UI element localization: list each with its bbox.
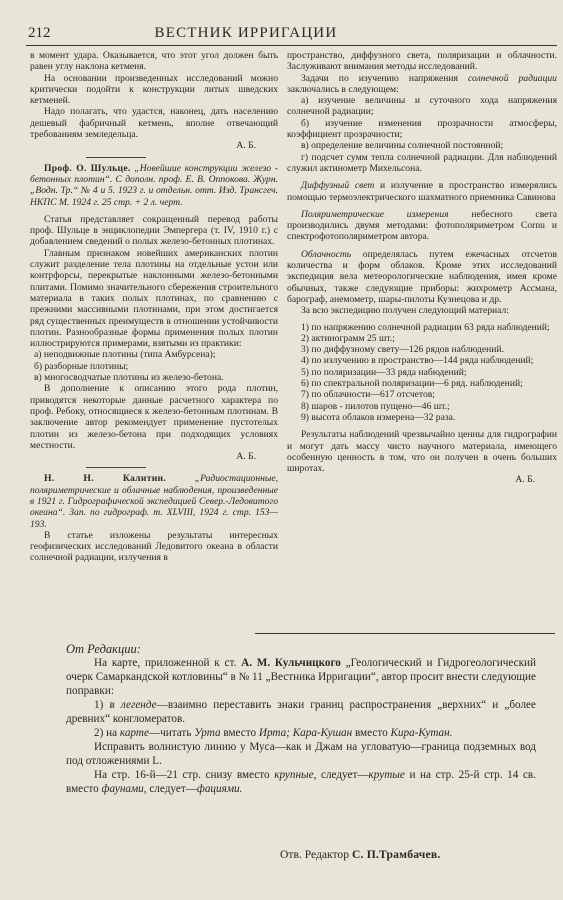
text-span: , следует— [143, 783, 197, 795]
list-item: 1) по напряжению солнечной радиации 63 ряда наблюдений; [301, 321, 550, 333]
emphasis: фаунами [101, 783, 144, 795]
right-paragraph [287, 249, 557, 305]
text-span: —взаимно переставить знаки границ распространения „верхних“ и „более древних“ конгломератов. [66, 699, 536, 725]
text-span: , следует— [313, 769, 369, 781]
emphasis: Облачность [301, 248, 352, 260]
right-paragraph: Результаты наблюдений чрезвычайно ценны для гидрографии и могут дать массу чисто научного материала, имеющего особенную ценность в том, что он получен в очень больших широтах. [287, 429, 557, 475]
editor-role: Отв. Редактор [280, 848, 352, 861]
review-signature: А. Б. [236, 140, 256, 152]
section-separator [86, 467, 146, 468]
editorial-paragraph [66, 656, 536, 698]
editorial-paragraph [66, 726, 536, 740]
section-separator [86, 157, 146, 158]
left-paragraph: На основании произведенных исследований можно критически подойти к конструкции литых шведских кетменей. [30, 72, 278, 107]
editor-name: С. П.Трамбачев. [351, 848, 441, 861]
editorial-note [66, 642, 536, 796]
review-title: „Новейшие конструкции железо - бетонных плотин“. С дополн. проф. Е. В. Оппокова. Журн. „Водн. Тр.“ № 4 и 5. 1923 г. и отдельн. отт. Изд. Трансгеч. НКПС М. 1924 г. 25 стр. + 2 л. черт. [30, 162, 278, 208]
review-author: Н. Н. Калитин. [44, 473, 167, 485]
cited-author: А. М. Кульчицкого [241, 657, 341, 669]
list-item: в) многосводчатые плотины из железо-бетона. [34, 372, 224, 384]
left-paragraph: Статья представляет сокращенный перевод работы проф. Шульце в энциклопедии Эмпергера (т. IV, 1910 г.) с добавлением сведений о полых железо-бетонных плотинах. [30, 213, 278, 248]
text-span: небесного света производились двумя методами: фотополяриметром Cornu и спектрофотополяриметром автора. [287, 208, 557, 243]
list-item: 8) шаров - пилотов пущено—46 шт.; [301, 400, 450, 412]
journal-title: ВЕСТНИК ИРРИГАЦИИ [154, 25, 338, 41]
emphasis: карте [119, 727, 149, 739]
text-span: „Геологический и Гидрогеологический очерк Самаркандской котловины“ в № 11 „Вестника Ирригации“, автор просит внести следующие поправки: [66, 657, 536, 697]
editorial-paragraph: Исправить волнистую линию у Муса—как и Джам на угловатую—граница подземных вод под отложениями L. [66, 741, 536, 767]
review-heading [30, 473, 278, 529]
right-paragraph [287, 209, 557, 243]
page-number: 212 [28, 25, 51, 41]
page-header [26, 18, 557, 46]
editorial-paragraph [66, 698, 536, 726]
list-item: б) разборные плотины; [34, 360, 129, 372]
emphasis: фациями. [196, 783, 243, 795]
right-paragraph: За всю экспедицию получен следующий материал: [301, 305, 509, 317]
left-paragraph: В статье изложены результаты интересных геофизических исследований Ледовитого океана в области солнечной радиации, излучения в [30, 529, 278, 564]
editor-signature [280, 848, 440, 861]
text-span: и на стр. 25-й стр. 14 св. вместо [66, 769, 536, 795]
left-paragraph: В дополнение к описанию этого рода плотин, приводятся некоторые данные расчетного характера по проф. Ребоку, относящиеся к железо-бетонным плотинам. В заключение автор рекомендует применение пустотелых плотин из железо-бетона при подходящих условиях местности. [30, 383, 278, 451]
text-span: определялась путем ежечасных отсчетов количества и форм облаков. Кроме этих исследований экспедиция вела метеорологические наблюдения, имея кроме обычных, также следующие приборы: жихрометр Ассмана, барограф, анемометр, шары-пилоты Кузнецова и др. [287, 248, 557, 305]
list-item: а) изучение величины и суточного хода напряжения солнечной радиации; [287, 95, 557, 118]
right-paragraph [287, 73, 557, 96]
left-paragraph: Надо полагать, что удастся, наконец, дать населению дешевый фабричный кетмень, вполне отвечающий требованиям земледельца. [30, 106, 278, 141]
emphasis: крупные [274, 769, 314, 781]
emphasis: легенде [120, 699, 157, 711]
list-item: 2) актинограмм 25 шт.; [301, 332, 395, 344]
list-item: 9) высота облаков измерена—32 раза. [301, 411, 456, 423]
text-span: На стр. 16-й—21 стр. снизу вместо [94, 769, 275, 781]
emphasis: Урта [194, 727, 221, 739]
emphasis: Ирта; Кара-Кушан [258, 727, 353, 739]
right-paragraph [287, 180, 557, 203]
editorial-heading: От Редакции: [66, 642, 141, 656]
editorial-paragraph [66, 768, 536, 796]
right-paragraph: пространство, диффузного света, поляризации и облачности. Заслуживают внимания методы исследований. [287, 50, 557, 73]
text-span: Задачи по изучению напряжения [301, 72, 468, 84]
review-signature: А. Б. [236, 451, 256, 463]
text-span: —читать [148, 727, 195, 739]
list-item: г) подсчет сумм тепла солнечной радиации. Для наблюдений служил актинометр Михельсона. [287, 151, 557, 174]
list-item: 7) по облачности—617 отсчетов; [301, 389, 435, 401]
section-divider [255, 633, 555, 634]
list-item: 6) по спектральной поляризации—6 ряд. наблюдений; [301, 378, 523, 390]
emphasis: Диффузный свет [301, 180, 375, 192]
review-signature: А. Б. [515, 474, 535, 486]
list-item: 4) по излучению в пространство—144 ряда наблюдений; [301, 355, 534, 367]
review-heading [30, 163, 278, 208]
text-span: и излучение в пространство измерялись помощью термоэлектрического шахматного приемника Савинова [287, 180, 558, 203]
review-title: „Радиостационные, поляриметрические и облачные наблюдения, произведенные в 1921 г. Гидрографической экспедицией Север.-Ледовитого океана“. Зап. по гидрограф. т. XLVIII, 1924 г. стр. 153—193. [30, 473, 278, 530]
text-span: заключались в следующем: [287, 83, 399, 95]
text-span: вместо [352, 727, 391, 739]
list-item: в) определение величины солнечной постоянной; [301, 140, 504, 152]
review-author: Проф. О. Шульце. [44, 162, 131, 174]
text-span: вместо [220, 727, 259, 739]
emphasis: крутые [368, 769, 405, 781]
list-item: а) неподвижные плотины (типа Амбурсена); [34, 349, 216, 361]
emphasis: Кира-Кутан. [390, 727, 453, 739]
left-paragraph: в момент удара. Оказывается, что этот угол должен быть равен углу наклона кетменя. [30, 50, 278, 73]
left-paragraph: Главным признаком новейших американских плотин служит разделение тела плотины на отдельные устои или контрфорсы, перекрытые наклонными железо-бетонными плитами. Помимо значительного сбережения строительного материала в таких полых плотинах, по сравнению с прежними массивными плотинами, при этом достигается ряд существенных преимуществ в отношении устойчивости плотин. Разнообразные формы применения полых плотин иллюстрируются примерами, взятыми из практики: [30, 247, 278, 350]
left-column [30, 50, 278, 564]
text-span: 2) на [94, 727, 120, 739]
emphasis: Поляриметрические измерения [301, 208, 449, 220]
text-span: На карте, приложенной к ст. [94, 657, 242, 669]
right-column [287, 50, 557, 486]
text-span: 1) в [94, 699, 121, 711]
list-item: 3) по диффузному свету—126 рядов наблюдений. [301, 344, 504, 356]
list-item: б) изучение изменения прозрачности атмосферы, коэффициент прозрачности; [287, 117, 557, 141]
emphasis: солнечной радиации [467, 72, 557, 84]
list-item: 5) по поляризации—33 ряда набюдений; [301, 366, 467, 378]
